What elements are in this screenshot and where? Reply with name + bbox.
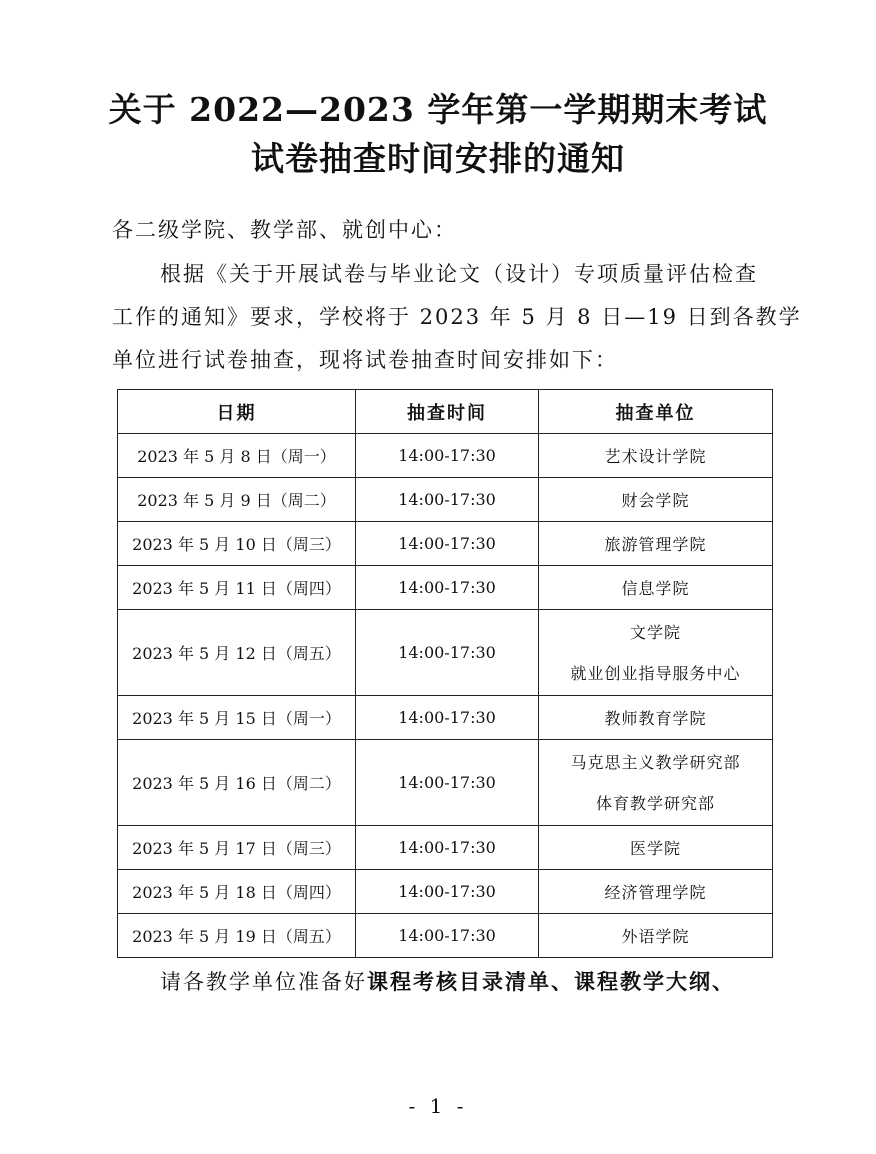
cell-time: 14:00-17:30	[356, 696, 539, 740]
cell-date: 2023 年 5 月 8 日（周一）	[118, 434, 356, 478]
cell-unit	[539, 478, 773, 522]
unit-name: 旅游管理学院	[604, 535, 707, 554]
cell-unit	[539, 826, 773, 870]
unit-name: 医学院	[629, 839, 681, 858]
cell-date: 2023 年 5 月 11 日（周四）	[118, 566, 356, 610]
document-title-line-2: 试卷抽查时间安排的通知	[251, 139, 625, 178]
paragraph-line-2: 工作的通知》要求，学校将于 2023 年 5 月 8 日—19 日到各教学	[112, 305, 802, 329]
cell-unit	[539, 740, 773, 826]
paragraph-line-3: 单位进行试卷抽查，现将试卷抽查时间安排如下：	[112, 348, 618, 372]
cell-time: 14:00-17:30	[356, 740, 539, 826]
cell-unit	[539, 566, 773, 610]
cell-time: 14:00-17:30	[356, 914, 539, 958]
table-row	[118, 434, 773, 478]
table-row	[118, 914, 773, 958]
unit-name: 马克思主义教学研究部	[570, 752, 741, 772]
unit-name: 教师教育学院	[604, 709, 707, 728]
cell-date: 2023 年 5 月 19 日（周五）	[118, 914, 356, 958]
cell-time: 14:00-17:30	[356, 566, 539, 610]
table-row	[118, 740, 773, 826]
table-header-row	[118, 390, 773, 434]
cell-time: 14:00-17:30	[356, 478, 539, 522]
table-row	[118, 696, 773, 740]
cell-unit	[539, 914, 773, 958]
cell-time: 14:00-17:30	[356, 826, 539, 870]
cell-date: 2023 年 5 月 17 日（周三）	[118, 826, 356, 870]
closing-bold-text: 课程考核目录清单、课程教学大纲、	[367, 969, 735, 994]
table-body	[118, 434, 773, 958]
unit-name: 经济管理学院	[604, 883, 707, 902]
table-row	[118, 478, 773, 522]
unit-name: 体育教学研究部	[595, 793, 715, 813]
unit-name: 文学院	[629, 622, 681, 642]
cell-date: 2023 年 5 月 9 日（周二）	[118, 478, 356, 522]
cell-time: 14:00-17:30	[356, 870, 539, 914]
document-title-line-1: 关于 2022—2023 学年第一学期期末考试	[108, 90, 768, 129]
header-date: 日期	[118, 390, 356, 434]
table-row	[118, 566, 773, 610]
cell-date: 2023 年 5 月 10 日（周三）	[118, 522, 356, 566]
cell-unit	[539, 610, 773, 696]
unit-name: 艺术设计学院	[604, 447, 707, 466]
cell-unit	[539, 434, 773, 478]
cell-date: 2023 年 5 月 16 日（周二）	[118, 740, 356, 826]
closing-normal-text: 请各教学单位准备好	[160, 970, 367, 994]
schedule-table	[117, 389, 773, 958]
unit-name: 外语学院	[621, 927, 690, 946]
table-row	[118, 870, 773, 914]
page-number: - 1 -	[408, 1094, 468, 1118]
closing-line	[160, 966, 735, 996]
unit-name: 信息学院	[621, 579, 690, 598]
cell-date: 2023 年 5 月 15 日（周一）	[118, 696, 356, 740]
cell-unit	[539, 696, 773, 740]
cell-date: 2023 年 5 月 12 日（周五）	[118, 610, 356, 696]
header-time: 抽查时间	[356, 390, 539, 434]
paragraph-line-1: 根据《关于开展试卷与毕业论文（设计）专项质量评估检查	[160, 262, 758, 286]
cell-date: 2023 年 5 月 18 日（周四）	[118, 870, 356, 914]
cell-time: 14:00-17:30	[356, 610, 539, 696]
table-row	[118, 522, 773, 566]
salutation: 各二级学院、教学部、就创中心：	[112, 218, 457, 242]
unit-name: 财会学院	[621, 491, 690, 510]
cell-time: 14:00-17:30	[356, 434, 539, 478]
unit-name: 就业创业指导服务中心	[570, 663, 741, 683]
table-row	[118, 610, 773, 696]
cell-unit	[539, 870, 773, 914]
table-row	[118, 826, 773, 870]
cell-unit	[539, 522, 773, 566]
header-unit: 抽查单位	[539, 390, 773, 434]
cell-time: 14:00-17:30	[356, 522, 539, 566]
